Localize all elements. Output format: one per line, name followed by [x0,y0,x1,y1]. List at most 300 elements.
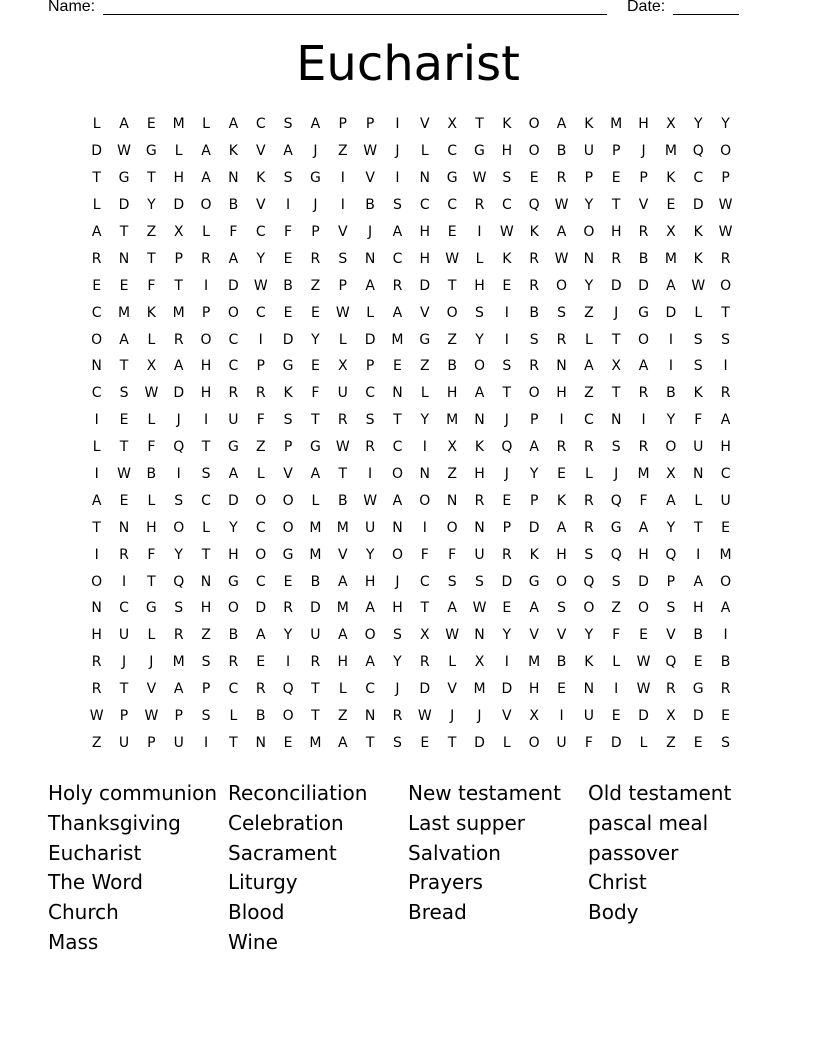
grid-letter[interactable]: E [693,654,703,671]
grid-letter[interactable]: W [499,224,514,240]
grid-letter[interactable]: N [474,519,485,536]
grid-letter[interactable]: R [638,439,649,456]
grid-letter[interactable]: P [502,519,512,536]
grid-letter[interactable]: I [94,412,99,429]
grid-letter[interactable]: A [173,358,184,375]
grid-letter[interactable]: J [176,412,181,429]
grid-letter[interactable]: B [556,143,567,160]
grid-letter[interactable]: I [203,734,209,751]
grid-letter[interactable]: P [584,170,594,187]
grid-letter[interactable]: R [310,654,321,671]
grid-letter[interactable]: I [422,519,427,536]
grid-letter[interactable]: W [718,224,733,240]
grid-letter[interactable]: R [474,197,485,214]
grid-letter[interactable]: X [420,627,430,644]
grid-letter[interactable]: X [447,116,457,133]
grid-letter[interactable]: B [693,627,704,644]
grid-letter[interactable]: J [614,466,619,483]
grid-letter[interactable]: R [201,250,211,267]
grid-letter[interactable]: H [528,681,540,698]
grid-letter[interactable]: O [720,277,732,294]
grid-letter[interactable]: S [119,385,129,402]
grid-letter[interactable]: W [117,143,131,160]
grid-letter[interactable]: K [529,546,539,563]
grid-letter[interactable]: E [310,358,320,375]
grid-letter[interactable]: D [310,600,321,617]
grid-letter[interactable]: G [528,573,540,590]
grid-letter[interactable]: E [502,277,512,294]
grid-letter[interactable]: C [119,600,129,617]
grid-letter[interactable]: M [637,466,650,483]
grid-letter[interactable]: P [721,170,730,187]
grid-letter[interactable]: T [92,170,101,187]
grid-letter[interactable]: L [229,708,238,725]
grid-letter[interactable]: J [121,654,127,671]
grid-letter[interactable]: H [392,600,403,617]
grid-letter[interactable]: E [119,277,129,294]
grid-letter[interactable]: E [529,170,539,187]
grid-letter[interactable]: B [337,492,348,509]
grid-letter[interactable]: P [201,681,211,698]
grid-letter[interactable]: C [255,304,266,321]
grid-letter[interactable]: B [228,197,239,214]
grid-letter[interactable]: C [392,439,403,456]
grid-letter[interactable]: A [720,412,731,429]
grid-letter[interactable]: D [255,600,267,617]
grid-letter[interactable]: S [666,600,676,617]
grid-letter[interactable]: A [584,358,594,375]
grid-letter[interactable]: N [474,412,485,429]
grid-letter[interactable]: L [694,304,703,321]
grid-letter[interactable]: L [202,224,210,240]
grid-letter[interactable]: T [611,331,621,348]
grid-letter[interactable]: O [528,385,540,402]
grid-letter[interactable]: Z [255,439,266,456]
grid-letter[interactable]: P [611,143,621,160]
grid-letter[interactable]: A [283,143,293,160]
grid-letter[interactable]: D [528,519,540,536]
grid-letter[interactable]: A [228,116,239,133]
grid-letter[interactable]: W [554,250,569,267]
grid-letter[interactable]: Q [173,573,185,590]
grid-letter[interactable]: D [173,385,185,402]
grid-letter[interactable]: L [256,466,265,483]
grid-letter[interactable]: X [474,654,485,671]
grid-letter[interactable]: E [721,708,730,725]
grid-letter[interactable]: X [666,708,676,725]
grid-letter[interactable]: E [119,412,129,429]
grid-letter[interactable]: I [723,627,728,644]
grid-letter[interactable]: L [147,331,156,348]
grid-letter[interactable]: I [668,331,673,348]
grid-letter[interactable]: C [91,304,102,321]
grid-letter[interactable]: D [474,734,485,751]
grid-letter[interactable]: O [638,331,650,348]
grid-letter[interactable]: E [666,197,676,214]
grid-letter[interactable]: N [255,734,266,751]
grid-letter[interactable]: X [337,358,348,375]
grid-letter[interactable]: X [666,224,676,240]
date-field-line[interactable] [673,0,739,15]
grid-letter[interactable]: E [393,358,402,375]
grid-letter[interactable]: J [395,143,400,160]
grid-letter[interactable]: O [391,546,403,563]
grid-letter[interactable]: P [365,116,375,133]
grid-letter[interactable]: P [529,492,539,509]
grid-letter[interactable]: G [145,600,157,617]
grid-letter[interactable]: E [283,250,293,267]
grid-letter[interactable]: M [336,600,349,617]
grid-letter[interactable]: W [144,708,159,725]
grid-letter[interactable]: L [612,654,621,671]
grid-letter[interactable]: P [338,277,347,294]
grid-letter[interactable]: P [311,224,320,240]
grid-letter[interactable]: A [365,654,375,671]
grid-letter[interactable]: Y [584,277,594,294]
grid-letter[interactable]: D [692,708,704,725]
grid-letter[interactable]: Z [611,600,621,617]
grid-letter[interactable]: Y [666,519,676,536]
grid-letter[interactable]: H [638,546,649,563]
grid-letter[interactable]: Y [502,627,512,644]
grid-letter[interactable]: U [337,385,348,402]
grid-letter[interactable]: D [638,277,649,294]
grid-letter[interactable]: Q [692,143,704,160]
grid-letter[interactable]: B [255,708,266,725]
grid-letter[interactable]: P [365,358,375,375]
grid-letter[interactable]: Z [447,331,457,348]
grid-letter[interactable]: S [201,466,211,483]
grid-letter[interactable]: E [557,466,566,483]
grid-letter[interactable]: J [504,466,509,483]
grid-letter[interactable]: G [282,358,294,375]
grid-letter[interactable]: T [201,439,211,456]
grid-letter[interactable]: B [447,358,457,375]
grid-letter[interactable]: Z [584,385,594,402]
grid-letter[interactable]: L [202,519,210,536]
grid-letter[interactable]: S [611,439,621,456]
grid-letter[interactable]: W [472,600,487,617]
grid-letter[interactable]: A [173,681,184,698]
grid-letter[interactable]: W [363,492,378,509]
grid-letter[interactable]: O [282,492,294,509]
grid-letter[interactable]: L [311,492,320,509]
grid-letter[interactable]: V [365,170,375,187]
grid-letter[interactable]: V [529,627,539,644]
grid-letter[interactable]: C [255,573,266,590]
grid-letter[interactable]: M [719,546,732,563]
grid-letter[interactable]: H [720,439,731,456]
grid-letter[interactable]: R [255,385,266,402]
grid-letter[interactable]: W [144,385,159,402]
grid-letter[interactable]: T [311,708,320,725]
grid-letter[interactable]: C [365,385,375,402]
grid-letter[interactable]: O [638,600,650,617]
grid-letter[interactable]: O [173,519,185,536]
grid-letter[interactable]: X [173,224,184,240]
grid-letter[interactable]: T [147,250,156,267]
grid-letter[interactable]: G [227,573,239,590]
grid-letter[interactable]: A [638,358,649,375]
grid-letter[interactable]: O [556,573,568,590]
grid-letter[interactable]: D [419,277,431,294]
grid-letter[interactable]: X [447,439,457,456]
grid-letter[interactable]: J [149,654,154,671]
grid-letter[interactable]: U [583,143,594,160]
grid-letter[interactable]: E [256,654,266,671]
grid-letter[interactable]: V [502,708,512,725]
grid-letter[interactable]: S [174,492,184,509]
grid-letter[interactable]: T [365,734,375,751]
grid-letter[interactable]: V [447,681,457,698]
grid-letter[interactable]: R [392,277,403,294]
grid-letter[interactable]: S [693,358,703,375]
grid-letter[interactable]: E [447,224,457,240]
grid-letter[interactable]: E [721,519,730,536]
grid-letter[interactable]: T [147,573,156,590]
grid-letter[interactable]: P [119,708,129,725]
grid-letter[interactable]: D [665,304,677,321]
grid-letter[interactable]: T [447,277,457,294]
grid-letter[interactable]: I [559,708,564,725]
grid-letter[interactable]: M [172,654,185,671]
grid-letter[interactable]: K [693,250,703,267]
grid-letter[interactable]: U [228,412,239,429]
grid-letter[interactable]: S [201,654,211,671]
grid-letter[interactable]: A [119,116,129,133]
grid-letter[interactable]: R [419,654,430,671]
grid-letter[interactable]: Z [337,143,348,160]
grid-letter[interactable]: V [420,116,430,133]
grid-letter[interactable]: R [228,654,239,671]
grid-letter[interactable]: N [364,250,376,267]
grid-letter[interactable]: P [529,412,539,429]
grid-letter[interactable]: H [446,385,458,402]
grid-letter[interactable]: I [94,466,99,483]
grid-letter[interactable]: H [364,573,376,590]
grid-letter[interactable]: F [284,224,293,240]
grid-letter[interactable]: S [557,304,566,321]
grid-letter[interactable]: D [501,681,513,698]
grid-letter[interactable]: M [336,519,349,536]
grid-letter[interactable]: D [638,573,649,590]
grid-letter[interactable]: I [723,358,728,375]
grid-letter[interactable]: N [118,250,130,267]
grid-letter[interactable]: R [119,546,129,563]
grid-letter[interactable]: G [692,681,704,698]
grid-letter[interactable]: D [638,708,649,725]
grid-letter[interactable]: G [446,170,458,187]
grid-letter[interactable]: J [641,143,646,160]
grid-letter[interactable]: E [92,277,102,294]
grid-letter[interactable]: O [720,573,732,590]
grid-letter[interactable]: N [446,492,458,509]
grid-letter[interactable]: W [363,143,378,160]
grid-letter[interactable]: T [229,734,238,751]
grid-letter[interactable]: C [255,224,266,240]
grid-letter[interactable]: P [174,250,183,267]
grid-letter[interactable]: A [310,116,321,133]
grid-letter[interactable]: B [556,654,567,671]
grid-letter[interactable]: I [258,331,263,348]
grid-letter[interactable]: Q [528,197,540,214]
grid-letter[interactable]: N [91,600,102,617]
grid-letter[interactable]: T [475,116,484,133]
grid-letter[interactable]: K [474,439,485,456]
grid-letter[interactable]: M [664,250,677,267]
grid-letter[interactable]: H [200,385,212,402]
grid-letter[interactable]: T [393,412,402,429]
grid-letter[interactable]: R [638,224,649,240]
grid-letter[interactable]: K [502,116,512,133]
grid-letter[interactable]: B [638,250,649,267]
grid-letter[interactable]: E [310,304,320,321]
grid-letter[interactable]: L [92,116,101,133]
grid-letter[interactable]: H [173,170,184,187]
grid-letter[interactable]: G [638,304,649,321]
grid-letter[interactable]: D [364,331,376,348]
grid-letter[interactable]: T [721,304,730,321]
grid-letter[interactable]: Y [229,519,238,536]
grid-letter[interactable]: T [502,385,512,402]
grid-letter[interactable]: F [448,546,457,563]
grid-letter[interactable]: S [557,600,566,617]
grid-letter[interactable]: V [283,466,293,483]
grid-letter[interactable]: O [583,600,595,617]
grid-letter[interactable]: R [91,654,102,671]
grid-letter[interactable]: O [255,546,267,563]
grid-letter[interactable]: U [118,734,130,751]
grid-letter[interactable]: L [174,143,183,160]
grid-letter[interactable]: G [474,143,485,160]
grid-letter[interactable]: R [474,492,485,509]
grid-letter[interactable]: S [201,708,211,725]
grid-letter[interactable]: L [147,627,156,644]
grid-letter[interactable]: N [583,681,595,698]
grid-letter[interactable]: U [693,439,704,456]
grid-letter[interactable]: S [584,546,594,563]
grid-letter[interactable]: C [447,197,458,214]
grid-letter[interactable]: O [200,331,212,348]
grid-letter[interactable]: L [475,250,484,267]
grid-letter[interactable]: I [176,466,181,483]
grid-letter[interactable]: E [283,304,293,321]
grid-letter[interactable]: Z [310,277,321,294]
grid-letter[interactable]: Y [256,250,266,267]
grid-letter[interactable]: I [203,277,209,294]
grid-letter[interactable]: C [201,492,211,509]
grid-letter[interactable]: U [173,734,184,751]
grid-letter[interactable]: D [118,197,130,214]
grid-letter[interactable]: C [228,331,239,348]
grid-letter[interactable]: G [309,170,321,187]
grid-letter[interactable]: S [529,331,539,348]
grid-letter[interactable]: Y [283,627,293,644]
grid-letter[interactable]: N [474,627,485,644]
grid-letter[interactable]: B [529,304,539,321]
grid-letter[interactable]: T [311,681,320,698]
grid-letter[interactable]: S [721,331,731,348]
grid-letter[interactable]: F [147,546,156,563]
grid-letter[interactable]: B [720,654,731,671]
grid-letter[interactable]: O [720,143,732,160]
grid-letter[interactable]: I [477,224,482,240]
grid-letter[interactable]: S [475,573,484,590]
grid-letter[interactable]: Z [201,627,211,644]
grid-letter[interactable]: A [638,519,649,536]
grid-letter[interactable]: U [720,492,731,509]
grid-letter[interactable]: J [614,304,619,321]
grid-letter[interactable]: E [502,600,512,617]
grid-letter[interactable]: Y [584,627,594,644]
grid-letter[interactable]: Y [174,546,183,563]
grid-letter[interactable]: O [91,331,103,348]
grid-letter[interactable]: M [309,734,322,751]
grid-letter[interactable]: S [283,412,293,429]
grid-letter[interactable]: S [721,734,731,751]
grid-letter[interactable]: V [255,143,266,160]
name-field-line[interactable] [103,0,607,15]
grid-letter[interactable]: Y [420,412,430,429]
grid-letter[interactable]: A [556,116,567,133]
grid-letter[interactable]: S [502,170,512,187]
grid-letter[interactable]: E [146,116,156,133]
grid-letter[interactable]: H [419,250,431,267]
grid-letter[interactable]: Y [584,197,594,214]
grid-letter[interactable]: E [283,573,293,590]
grid-letter[interactable]: R [611,250,622,267]
grid-letter[interactable]: T [693,519,703,536]
grid-letter[interactable]: V [556,627,567,644]
grid-letter[interactable]: I [94,546,99,563]
grid-letter[interactable]: R [173,627,184,644]
grid-letter[interactable]: T [611,385,621,402]
grid-letter[interactable]: N [118,519,130,536]
grid-letter[interactable]: W [117,466,131,483]
grid-letter[interactable]: J [504,412,509,429]
grid-letter[interactable]: F [639,492,648,509]
grid-letter[interactable]: X [666,466,676,483]
grid-letter[interactable]: S [283,116,293,133]
grid-letter[interactable]: O [473,358,485,375]
grid-letter[interactable]: Z [146,224,157,240]
grid-letter[interactable]: J [313,143,318,160]
grid-letter[interactable]: W [691,277,706,294]
grid-letter[interactable]: C [693,170,704,187]
grid-letter[interactable]: F [694,412,703,429]
grid-letter[interactable]: Z [337,708,348,725]
grid-letter[interactable]: O [419,492,431,509]
grid-letter[interactable]: D [501,573,513,590]
grid-letter[interactable]: R [365,439,375,456]
grid-letter[interactable]: S [611,573,621,590]
grid-letter[interactable]: R [529,250,540,267]
grid-letter[interactable]: O [255,492,267,509]
grid-letter[interactable]: R [337,412,348,429]
grid-letter[interactable]: U [556,734,567,751]
grid-letter[interactable]: F [420,546,429,563]
grid-letter[interactable]: R [392,708,403,725]
grid-letter[interactable]: B [365,197,375,214]
grid-letter[interactable]: M [172,116,185,133]
grid-letter[interactable]: M [664,143,677,160]
grid-letter[interactable]: W [445,627,460,644]
grid-letter[interactable]: T [119,358,129,375]
grid-letter[interactable]: R [556,170,567,187]
grid-letter[interactable]: E [557,681,566,698]
grid-letter[interactable]: M [172,304,185,321]
grid-letter[interactable]: W [554,197,569,214]
